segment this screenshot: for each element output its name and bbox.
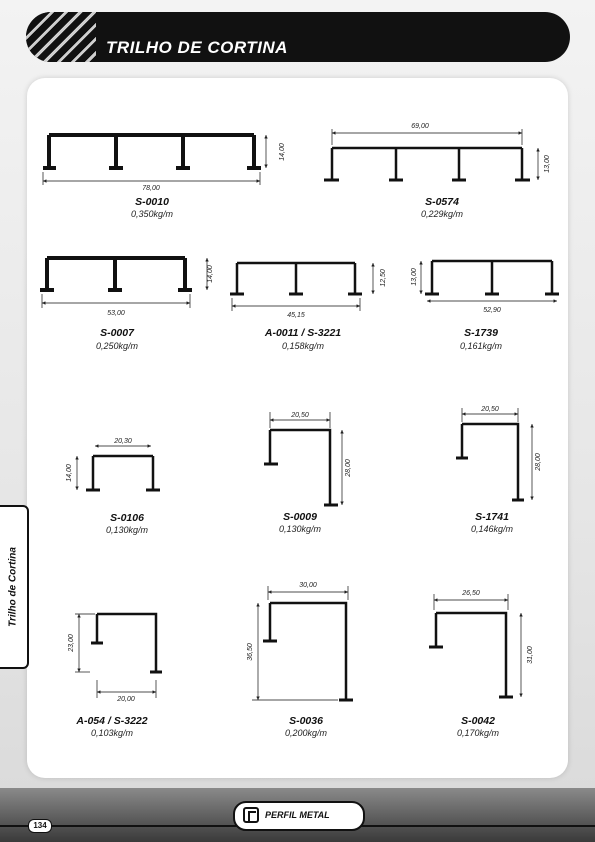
profile-s-1741: [456, 408, 532, 500]
dim-height: 23,00: [68, 634, 75, 652]
profile-code: S-1739: [464, 327, 498, 339]
profile-weight: 0,200kg/m: [284, 728, 328, 738]
profile-s-0007: [40, 258, 207, 308]
profile-weight: 0,146kg/m: [470, 524, 514, 534]
dim-width: 20,30: [114, 438, 132, 445]
dim-width: 20,50: [481, 406, 499, 413]
profile-code: S-0106: [110, 512, 144, 524]
profile-code: A-054 / S-3222: [76, 715, 148, 727]
profile-weight: 0,158kg/m: [281, 341, 325, 351]
dim-height: 13,00: [544, 155, 551, 173]
dim-width: 53,00: [107, 310, 125, 317]
brand-name: PERFIL METAL: [265, 810, 330, 820]
dim-height: 31,00: [527, 646, 534, 664]
dim-width: 20,50: [291, 412, 309, 419]
page-number: 134: [28, 819, 52, 833]
profile-s-1739: [421, 261, 559, 301]
profile-weight: 0,350kg/m: [130, 209, 174, 219]
side-tab-label: Trilho de Cortina: [7, 547, 19, 627]
profile-code: S-1741: [475, 511, 509, 523]
profile-weight: 0,229kg/m: [420, 209, 464, 219]
dim-width: 45,15: [287, 312, 305, 319]
dim-height: 12,50: [380, 269, 387, 287]
profile-a-0011: [230, 263, 373, 311]
profile-weight: 0,103kg/m: [90, 728, 134, 738]
profile-s-0036: [252, 586, 353, 700]
dim-height: 14,00: [207, 265, 214, 283]
dim-height: 14,00: [66, 464, 73, 482]
profile-s-0106: [77, 446, 160, 490]
dim-height: 14,00: [279, 143, 286, 161]
dim-height: 36,50: [247, 643, 254, 661]
profile-s-0009: [264, 412, 342, 505]
profile-code: S-0009: [283, 511, 317, 523]
dim-width: 20,00: [117, 696, 135, 703]
profile-weight: 0,130kg/m: [105, 525, 149, 535]
profile-code: S-0007: [100, 327, 134, 339]
profile-code: S-0042: [461, 715, 495, 727]
dim-width: 78,00: [142, 185, 160, 192]
dim-width: 69,00: [411, 123, 429, 130]
profile-s-0010: [43, 135, 266, 185]
dim-width: 52,90: [483, 307, 501, 314]
profile-code: S-0574: [425, 196, 459, 208]
page-title: TRILHO DE CORTINA: [106, 38, 288, 57]
profile-weight: 0,161kg/m: [459, 341, 503, 351]
profile-s-0574: [324, 129, 538, 180]
profile-code: S-0036: [289, 715, 323, 727]
dim-height: 28,00: [535, 453, 542, 471]
profile-weight: 0,130kg/m: [278, 524, 322, 534]
dim-height: 13,00: [411, 268, 418, 286]
dim-width: 30,00: [299, 582, 317, 589]
dim-height: 28,00: [345, 459, 352, 477]
profile-weight: 0,250kg/m: [95, 341, 139, 351]
profile-a-054: [75, 614, 162, 698]
profile-s-0042: [429, 594, 521, 697]
profile-code: S-0010: [135, 196, 169, 208]
profile-weight: 0,170kg/m: [456, 728, 500, 738]
dim-width: 26,50: [462, 590, 480, 597]
profile-code: A-0011 / S-3221: [264, 327, 342, 339]
